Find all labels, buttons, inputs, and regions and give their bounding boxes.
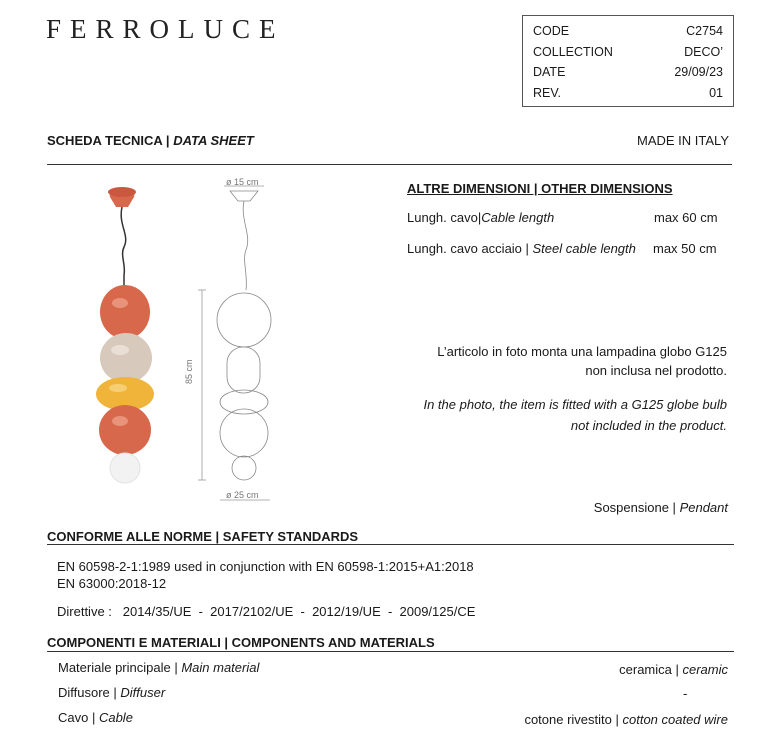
made-in-italy: MADE IN ITALY [637,133,729,148]
outline-element-3 [220,390,268,414]
main-material-value-it: ceramica | [619,662,683,677]
standards-title: CONFORME ALLE NORME | SAFETY STANDARDS [47,529,359,544]
ceramic-element-1 [100,285,150,339]
note-it-line2: non inclusa nel prodotto. [585,363,727,378]
brand-logo: FERROLUCE [46,14,285,44]
info-row-rev [533,86,723,106]
outline-element-1 [217,293,271,347]
canopy-top [108,187,136,197]
outline-bulb [232,456,256,480]
main-material-value [619,662,728,677]
product-photo [90,185,160,490]
diffuser-label-en: Diffuser [120,685,166,700]
materials-divider [47,651,734,652]
cable-material-value-en: cotton coated wire [622,712,728,727]
note-en-line2: not included in the product. [570,418,727,433]
collection-value: DECO’ [684,45,723,59]
info-box [522,15,734,107]
steel-cable-length-value: max 50 cm [653,241,717,256]
highlight-3 [109,384,127,392]
technical-drawing [190,175,280,505]
note-en-line1: In the photo, the item is fitted with a G125 globe bulb [423,397,727,412]
cable-material-label-it: Cavo | [58,710,99,725]
note-it-line1: L’articolo in foto monta una lampadina globo G125 [437,344,727,359]
highlight-2 [111,345,129,355]
ceramic-element-2 [100,333,152,383]
outline-element-2 [227,347,260,393]
steel-cable-length-label-en: Steel cable length [532,241,636,256]
header-divider [47,164,732,165]
collection-label: COLLECTION [533,45,613,59]
date-value: 29/09/23 [674,65,723,79]
materials-title: COMPONENTI E MATERIALI | COMPONENTS AND MATERIALS [47,635,435,650]
product-type-en: Pendant [679,500,728,515]
cable-length-label-en: Cable length [481,210,555,225]
standards-line1: EN 60598-2-1:1989 used in conjunction with EN 60598-1:2015+A1:2018 [57,559,474,574]
cable-material-label [58,710,133,725]
diffuser-label [58,685,165,700]
height-dimension-label: 85 cm [184,359,194,384]
info-row-collection [533,45,723,65]
cable-material-value [524,712,728,727]
rev-label: REV. [533,86,562,100]
product-type [594,500,728,515]
code-label: CODE [533,24,570,38]
cable-length-value: max 60 cm [654,210,718,225]
standards-divider [47,544,734,545]
standards-line2: EN 63000:2018-12 [57,576,167,591]
outline-element-4 [220,409,268,457]
ceramic-element-4 [99,405,151,455]
info-row-date [533,65,723,85]
main-material-label [58,660,259,675]
main-material-value-en: ceramic [682,662,728,677]
top-dimension-label: ø 15 cm [226,177,259,187]
sheet-title [47,133,254,148]
bottom-dimension-label: ø 25 cm [226,490,259,500]
cable-material-label-en: Cable [98,710,133,725]
product-type-it: Sospensione | [593,500,680,515]
steel-cable-length-label-it: Lungh. cavo acciaio | [407,241,533,256]
sheet-title-it: SCHEDA TECNICA | [47,133,174,148]
cable-length-label [407,210,554,225]
info-row-code [533,24,723,44]
directives: Direttive : 2014/35/UE - 2017/2102/UE - 2012/19/UE - 2009/125/CE [57,604,476,619]
canopy-outline [230,191,258,201]
main-material-label-en: Main material [181,660,260,675]
highlight-1 [112,298,128,308]
globe-bulb [110,453,140,483]
highlight-4 [112,416,128,426]
diffuser-label-it: Diffusore | [58,685,121,700]
cable-outline [243,201,248,290]
cable-material-value-it: cotone rivestito | [524,712,623,727]
main-material-label-it: Materiale principale | [58,660,182,675]
code-value: C2754 [686,24,723,38]
diffuser-value: - [683,686,688,701]
date-label: DATE [533,65,566,79]
cable-length-label-it: Lungh. cavo| [407,210,482,225]
rev-value: 01 [709,86,723,100]
sheet-title-en: DATA SHEET [173,133,254,148]
steel-cable-length-label [407,241,636,256]
dimensions-title: ALTRE DIMENSIONI | OTHER DIMENSIONS [407,181,673,196]
power-cable [121,207,126,289]
